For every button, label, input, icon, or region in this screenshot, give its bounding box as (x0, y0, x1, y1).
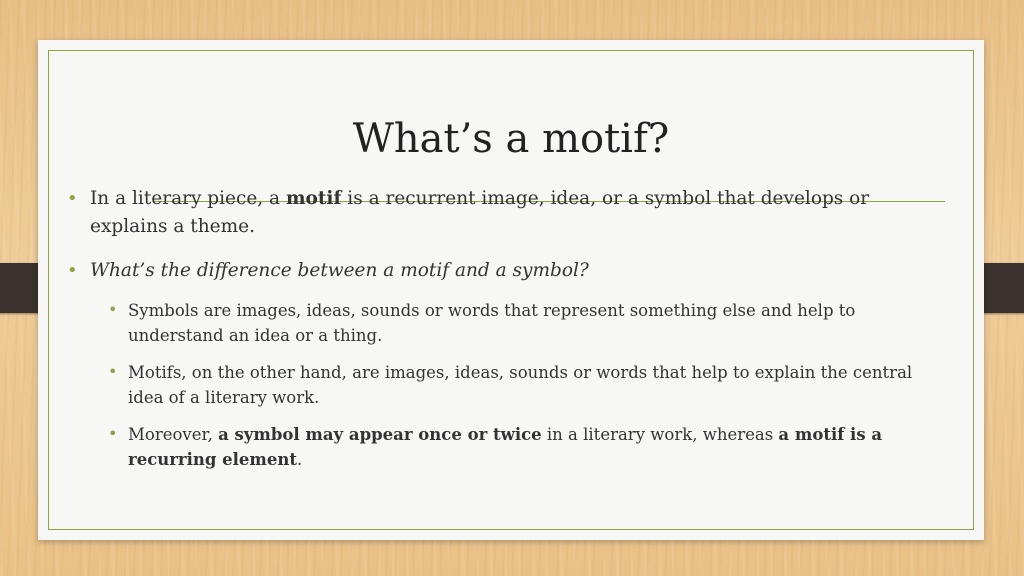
bullet-text-segment: in a literary work, whereas (541, 425, 779, 444)
bullet-dot-icon: • (108, 362, 118, 381)
bullet-text (90, 260, 589, 281)
bullet-text-segment: In a literary piece, a (90, 188, 286, 209)
bullet-text-segment: Motifs, on the other hand, are images, ideas, sounds or words that help to explain the central idea of a literary work. (128, 363, 913, 407)
sub-bullet-1 (108, 298, 938, 348)
sub-bullet-2 (108, 360, 938, 410)
bullet-dot-icon: • (67, 260, 78, 281)
sub-bullet-3 (108, 422, 938, 472)
bullet-text-segment: Moreover, (128, 425, 219, 444)
bullet-list (38, 40, 984, 540)
bullet-text-segment: What’s the difference between a motif and a symbol? (90, 260, 589, 281)
bullet-text-segment: motif (285, 188, 342, 209)
bullet-text-segment: a motif is a recurring element (128, 425, 883, 469)
slide-title: What’s a motif? (352, 116, 670, 162)
slide (38, 40, 984, 540)
bullet-2 (67, 257, 920, 285)
bullet-dot-icon: • (108, 300, 118, 319)
bullet-text (128, 425, 882, 469)
bullet-text-segment: a symbol may appear once or twice (218, 425, 542, 444)
bullet-text-segment: is a recurrent image, idea, or a symbol that develops or explains a theme. (90, 188, 870, 237)
bullet-text (128, 301, 855, 345)
bullet-text (90, 188, 869, 237)
bullet-text-segment: Symbols are images, ideas, sounds or words that represent something else and help to understand an idea or a thing. (128, 301, 856, 345)
bullet-dot-icon: • (108, 424, 118, 443)
bullet-text-segment: . (297, 450, 303, 469)
bullet-dot-icon: • (67, 188, 78, 209)
bullet-text (128, 363, 912, 407)
bullet-1 (67, 185, 920, 241)
